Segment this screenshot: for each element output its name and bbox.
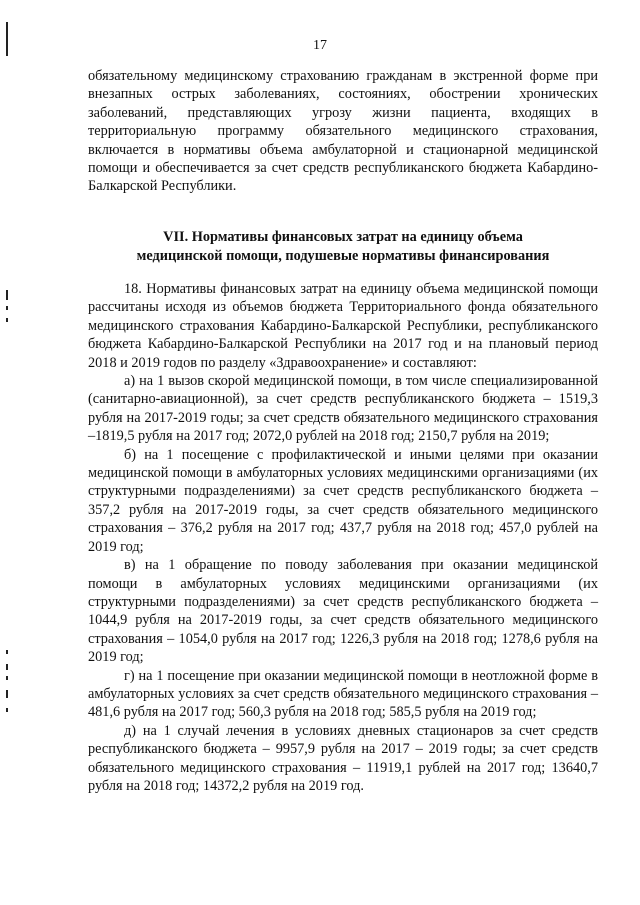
paragraph-b: б) на 1 посещение с профилактической и иными целями при оказании медицинской помощи в амбулаторных условиях медицинскими организациями (их структурными подразделениями) за счет средств республиканского бюджета – 357,2 рубля на 2017-2019 годы, за счет средств обязательного медицинского страхования – 376,2 рубля на 2017 год; 437,7 рубля на 2018 год; 457,0 рублей на 2019 год; (88, 446, 598, 555)
scan-edge-mark (6, 676, 8, 680)
scan-edge-mark (6, 306, 8, 310)
scan-edge-mark (6, 318, 8, 322)
paragraph-d: д) на 1 случай лечения в условиях дневных стационаров за счет средств республиканского бюджета – 9957,9 рубля на 2017 – 2019 годы; за счет средств обязательного медицинского страхования – 11919,1 рублей на 2017 год; 13640,7 рубля на 2018 год; 14372,2 рубля на 2019 год. (88, 722, 598, 794)
section-heading (88, 228, 598, 266)
scan-edge-mark (6, 664, 8, 670)
intro-block (88, 67, 598, 196)
paragraph-18: 18. Нормативы финансовых затрат на единицу объема медицинской помощи рассчитаны исходя из объемов бюджета Территориального фонда обязательного медицинского страхования Кабардино-Балкарской Республики, республиканского бюджета Кабардино-Балкарской Республики на 2017 год и на плановый период 2018 и 2019 годов по разделу «Здравоохранение» и составляют: (88, 281, 598, 371)
body-block (88, 280, 598, 795)
page-number: 17 (313, 38, 327, 53)
paragraph-v: в) на 1 обращение по поводу заболевания при оказании медицинской помощи в амбулаторных условиях медицинскими организациями (их структурными подразделениями) за счет средств республиканского бюджета – 1044,9 рубля на 2017-2019 годы, за счет средств обязательного медицинского страхования – 1054,0 рубля на 2017 год; 1226,3 рубля на 2018 год; 1278,6 рубля на 2019 год; (88, 557, 598, 666)
intro-paragraph: обязательному медицинскому страхованию гражданам в экстренной форме при внезапных острых заболеваниях, состояниях, обострении хронических заболеваний, представляющих угрозу жизни пациента, входящих в территориальную программу обязательного медицинского страхования, включается в нормативы объема амбулаторной и стационарной медицинской помощи и обеспечивается за счет средств республиканского бюджета Кабардино-Балкарской Республики. (88, 68, 598, 195)
scan-edge-mark (6, 708, 8, 712)
section-heading-line1: VII. Нормативы финансовых затрат на единицу объема (163, 229, 523, 245)
paragraph-g: г) на 1 посещение при оказании медицинской помощи в неотложной форме в амбулаторных условиях за счет средств обязательного медицинского страхования – 481,6 рубля на 2017 год; 560,3 рубля на 2018 год; 585,5 рубля на 2019 год; (88, 667, 598, 721)
scan-edge-mark (6, 690, 8, 698)
paragraph-a: а) на 1 вызов скорой медицинской помощи, в том числе специализированной (санитарно-авиационной), за счет средств республиканского бюджета – 1519,3 рубля на 2017-2019 годы; за счет средств обязательного медицинского страхования –1819,5 рубля на 2017 год; 2072,0 рублей на 2018 год; 2150,7 рубля на 2019; (88, 373, 598, 445)
scan-edge-mark (6, 650, 8, 654)
section-heading-line2: медицинской помощи, подушевые нормативы финансирования (136, 248, 550, 264)
scan-edge-mark (6, 290, 8, 300)
